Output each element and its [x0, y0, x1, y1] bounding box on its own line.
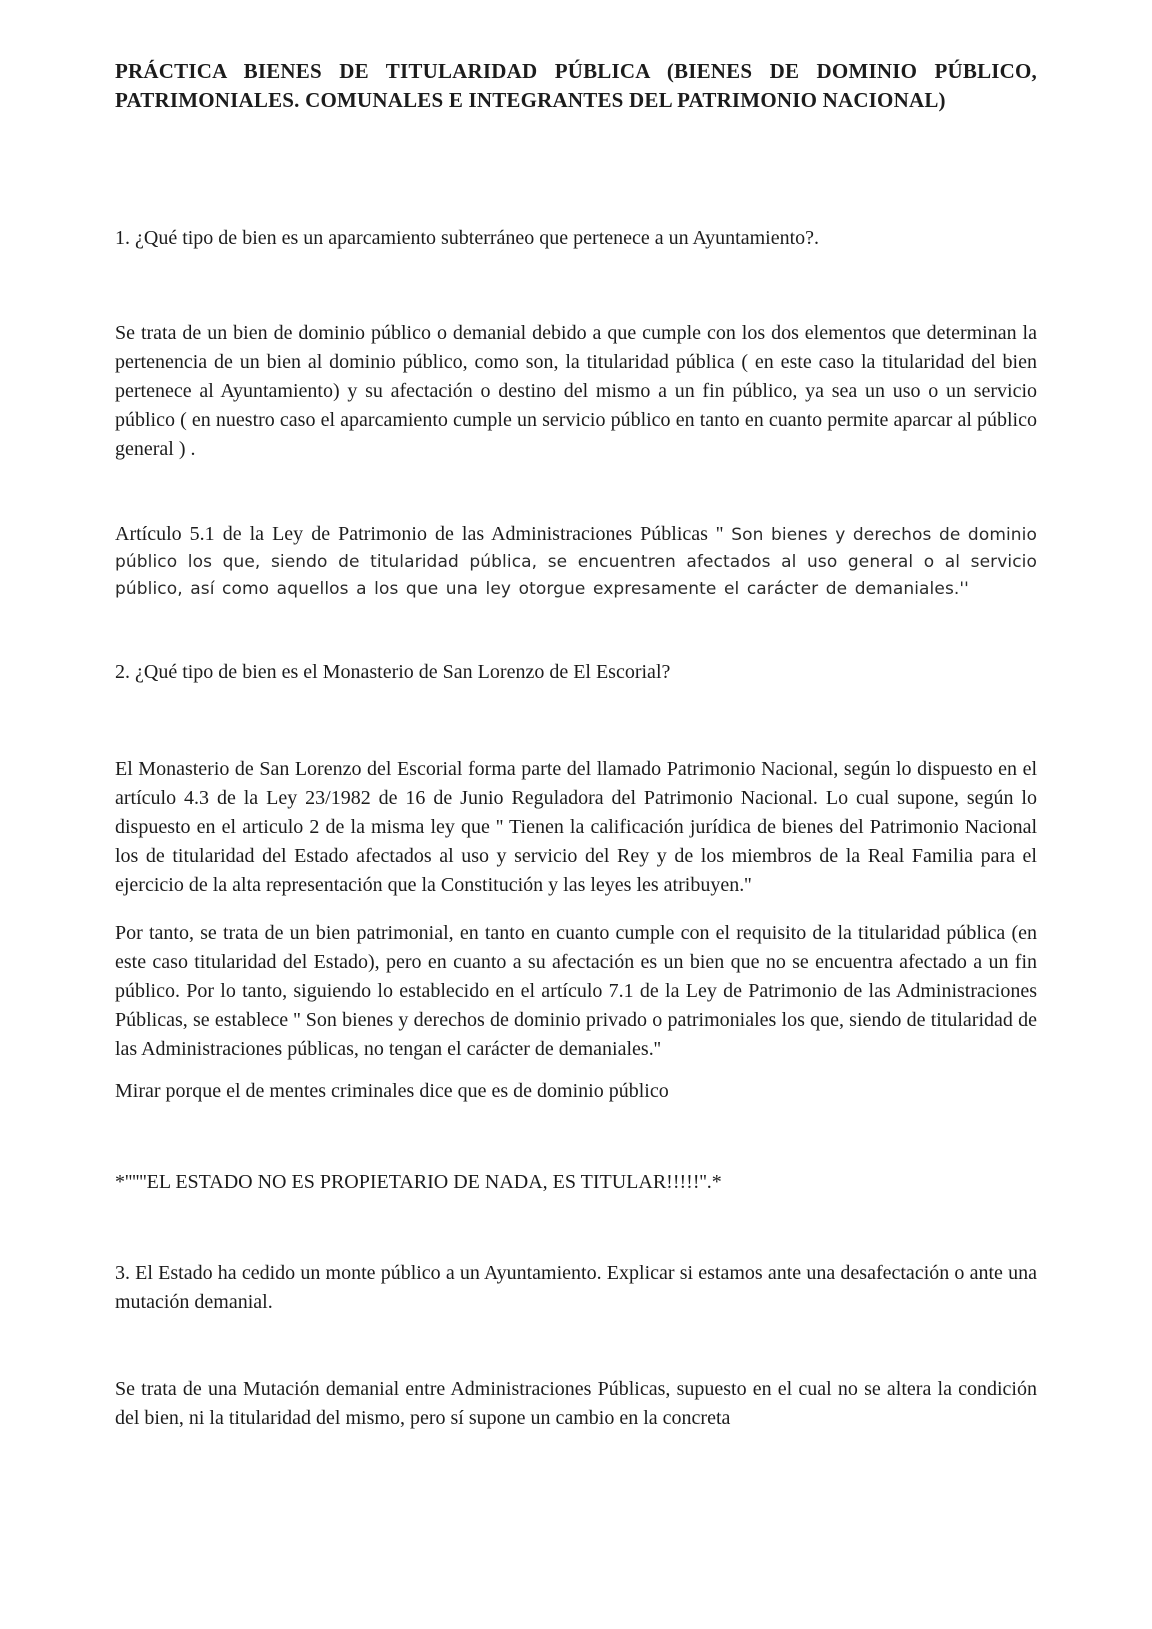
answer-2-paragraph-1: El Monasterio de San Lorenzo del Escorial forma parte del llamado Patrimonio Nacional, según lo dispuesto en el artículo 4.3 de la Ley 23/1982 de 16 de Junio Reguladora del Patrimonio Nacional. Lo cual supone, según lo dispuesto en el articulo 2 de la misma ley que '' Tienen la calificación jurídica de bienes del Patrimonio Nacional los de titularidad del Estado afectados al uso y servicio del Rey y de los miembros de la Real Familia para el ejercicio de la alta representación que la Constitución y las leyes les atribuyen.''	[115, 758, 1037, 896]
article-5-1-quote-paragraph	[115, 521, 1037, 603]
answer-1-paragraph: Se trata de un bien de dominio público o demanial debido a que cumple con los dos elementos que determinan la pertenencia de un bien al dominio público, como son, la titularidad pública ( en este caso la titularidad del bien pertenece al Ayuntamiento) y su afectación o destino del mismo a un fin público, ya sea un uso o un servicio público ( en nuestro caso el aparcamiento cumple un servicio público en tanto en cuanto permite aparcar al público general ) .	[115, 322, 1037, 460]
emphasis-statement: *''''''EL ESTADO NO ES PROPIETARIO DE NADA, ES TITULAR!!!!!''.*	[115, 1171, 722, 1193]
answer-3-paragraph: Se trata de una Mutación demanial entre Administraciones Públicas, supuesto en el cual no se altera la condición del bien, ni la titularidad del mismo, pero sí supone un cambio en la concreta	[115, 1378, 1037, 1429]
document-title: PRÁCTICA BIENES DE TITULARIDAD PÚBLICA (BIENES DE DOMINIO PÚBLICO, PATRIMONIALES. COMUNALES E INTEGRANTES DEL PATRIMONIO NACIONAL)	[115, 59, 1037, 112]
article-5-1-intro: Artículo 5.1 de la Ley de Patrimonio de las Administraciones Públicas ''	[115, 523, 732, 545]
question-3: 3. El Estado ha cedido un monte público a un Ayuntamiento. Explicar si estamos ante una desafectación o ante una mutación demanial.	[115, 1262, 1037, 1313]
question-1: 1. ¿Qué tipo de bien es un aparcamiento subterráneo que pertenece a un Ayuntamiento?.	[115, 227, 820, 249]
answer-2-paragraph-2: Por tanto, se trata de un bien patrimonial, en tanto en cuanto cumple con el requisito de la titularidad pública (en este caso titularidad del Estado), pero en cuanto a su afectación es un bien que no se encuentra afectado a un fin público. Por lo tanto, siguiendo lo establecido en el artículo 7.1 de la Ley de Patrimonio de las Administraciones Públicas, se establece '' Son bienes y derechos de dominio privado o patrimoniales los que, siendo de titularidad de las Administraciones públicas, no tengan el carácter de demaniales.''	[115, 922, 1037, 1060]
article-5-1-quote: Son bienes y derechos de dominio público los que, siendo de titularidad pública, se encuentren afectados al uso general o al servicio público, así como aquellos a los que una ley otorgue expresamente el carácter de demaniales.''	[115, 525, 1037, 599]
question-2: 2. ¿Qué tipo de bien es el Monasterio de San Lorenzo de El Escorial?	[115, 661, 671, 683]
note-line: Mirar porque el de mentes criminales dice que es de dominio público	[115, 1080, 669, 1102]
